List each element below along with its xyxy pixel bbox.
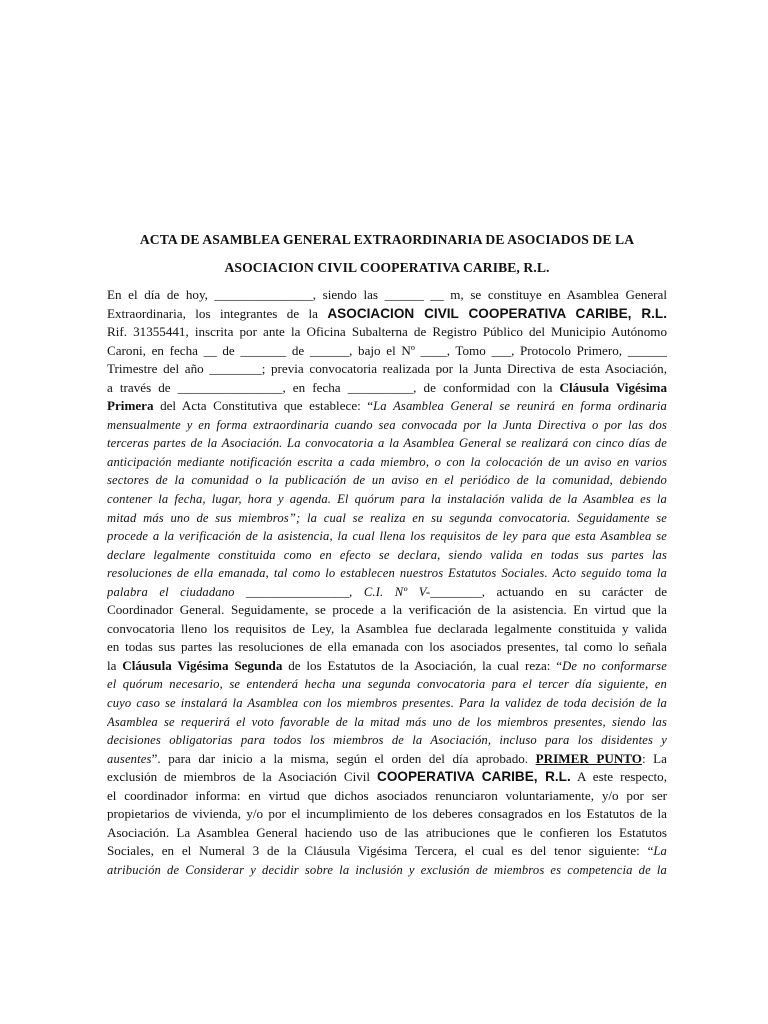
text-run: anticipación mediante notificación escrita a cada miembro, o con la colocación de un aviso en varios: [107, 454, 667, 469]
text-run: Primera: [107, 398, 154, 414]
paragraph-line: [107, 360, 667, 379]
paragraph-line: [107, 397, 667, 416]
text-run: Rif. 31355441, inscrita por ante la Oficina Subalterna de Registro Público del Municipio Autónomo: [107, 324, 667, 340]
text-run: convocatoria lleno los requisitos de Ley, la Asamblea fue declarada legalmente constituida y valida: [107, 620, 667, 636]
text-run: ausentes: [107, 751, 152, 766]
text-run: Coordinador General. Seguidamente, se procede a la verificación de la asistencia. En virtud que la: [107, 602, 667, 618]
text-run: terceras partes de la Asociación. La convocatoria a la Asamblea General se realizará con cinco días de: [107, 436, 667, 451]
document-title-line-1: ACTA DE ASAMBLEA GENERAL EXTRAORDINARIA DE ASOCIADOS DE LA: [139, 232, 635, 247]
text-run: de los Estatutos de la Asociación, la cual reza: “: [282, 657, 563, 673]
paragraph-line: [107, 509, 667, 528]
paragraph-line: [107, 305, 667, 324]
text-run: palabra el ciudadano ________________, C.I. Nº V-________,: [107, 584, 486, 599]
text-run: actuando en su carácter de: [485, 583, 667, 599]
text-run: En el día de hoy, _______________, siendo las ______ __ m, se constituye en Asamblea General: [107, 287, 667, 302]
paragraph-line: [107, 861, 667, 880]
text-run: : La: [641, 750, 667, 766]
text-run: atribución de Considerar y decidir sobre la inclusión y exclusión de miembros es competencia de la: [107, 862, 667, 877]
text-run: Asociación. La Asamblea General haciendo uso de las atribuciones que le confieren los Estatutos: [107, 824, 667, 840]
text-run: Sociales, en el Numeral 3 de la Cláusula Vigésima Tercera, el cual es del tenor siguiente: “: [107, 843, 654, 859]
text-run: La: [653, 844, 667, 859]
paragraph-line: [107, 805, 667, 824]
text-run: mensualmente y en forma extraordinaria cuando sea convocada por la Junta Directiva o por las dos: [107, 417, 667, 432]
paragraph-line: [107, 379, 667, 398]
paragraph-line: [107, 787, 667, 806]
text-run: Caroni, en fecha __ de _______ de ______, bajo el Nº ____, Tomo ___, Protocolo Primero, ______: [107, 342, 667, 358]
paragraph-line: [107, 323, 667, 342]
text-run: del Acta Constitutiva que establece: “: [153, 398, 374, 414]
paragraph-line: [107, 842, 667, 861]
paragraph-line: [107, 471, 667, 490]
text-run: La Asamblea General se reunirá en forma ordinaria: [373, 399, 667, 414]
text-run: sectores de la comunidad o la publicación de un aviso en el periódico de la comunidad, debiendo: [107, 473, 667, 488]
paragraph-line: [107, 694, 667, 713]
paragraph-line: [107, 527, 667, 546]
text-run: cuyo caso se instalará la Asamblea con los miembros presentes. Para la validez de toda decisión de la: [107, 696, 667, 711]
paragraph-line: [107, 286, 667, 305]
text-run: propietarios de vivienda, y/o por el incumplimiento de los deberes consagrados en los Estatutos de la: [107, 806, 667, 822]
text-run: ”. para dar inicio a la misma, según el orden del día aprobado.: [151, 750, 536, 766]
document-body: [107, 286, 667, 880]
text-run: contener la fecha, lugar, hora y agenda. El quórum para la instalación valida de la Asamblea es la: [107, 492, 667, 507]
paragraph-line: [107, 675, 667, 694]
paragraph-line: [107, 342, 667, 361]
paragraph-line: [107, 657, 667, 676]
text-run: a través de ________________, en fecha __________, de conformidad con la: [107, 379, 560, 395]
text-run: en todas sus partes las resoluciones de ella emanada con los asociados presentes, tal como lo señala: [107, 639, 667, 655]
text-run: exclusión de miembros de la Asociación Civil: [107, 769, 378, 785]
paragraph-line: [107, 453, 667, 472]
paragraph-line: [107, 583, 667, 602]
text-run: De no conformarse: [562, 658, 667, 673]
text-run: ASOCIACION CIVIL COOPERATIVA CARIBE, R.L.: [327, 305, 667, 321]
text-run: Asamblea se requerirá el voto favorable de la mitad más uno de los miembros presentes, siendo las: [107, 714, 667, 729]
paragraph-line: [107, 713, 667, 732]
text-run: COOPERATIVA CARIBE, R.L.: [377, 769, 571, 785]
text-run: procede a la verificación de la asistencia, la cual llena los requisitos de ley para que esta Asamblea se: [107, 529, 667, 544]
text-run: Extraordinaria, los integrantes de la: [107, 305, 328, 321]
text-run: declare legalmente constituida como en efecto se declara, siendo valida en todas sus partes las: [107, 547, 667, 562]
paragraph-line: [107, 601, 667, 620]
paragraph-line: [107, 824, 667, 843]
paragraph-line: [107, 638, 667, 657]
paragraph-line: [107, 750, 667, 769]
paragraph-line: [107, 731, 667, 750]
text-run: A este respecto,: [570, 769, 667, 785]
text-run: Cláusula Vigésima Segunda: [122, 657, 283, 673]
text-run: Trimestre del año ________; previa convocatoria realizada por la Junta Directiva de esta Asociación,: [107, 361, 667, 377]
text-run: el quórum necesario, se entenderá hecha una segunda convocatoria para el tercer día siguiente, en: [107, 677, 667, 692]
paragraph-line: [107, 768, 667, 787]
text-run: el coordinador informa: en virtud que dichos asociados renunciaron voluntariamente, y/o por ser: [107, 787, 667, 803]
text-run: decisiones obligatorias para todos los miembros de la Asociación, incluso para los disidentes y: [107, 733, 667, 748]
text-run: la: [107, 657, 123, 673]
document-title-line-2: ASOCIACION CIVIL COOPERATIVA CARIBE, R.L.: [224, 260, 550, 275]
text-run: mitad más uno de sus miembros”; la cual se realiza en su segunda convocatoria. Seguidamente se: [107, 510, 667, 525]
paragraph-line: [107, 620, 667, 639]
text-run: Cláusula Vigésima: [559, 379, 667, 395]
paragraph-line: [107, 546, 667, 565]
paragraph-line: [107, 416, 667, 435]
paragraph-line: [107, 564, 667, 583]
text-run: resoluciones de ella emanada, tal como lo establecen nuestros Estatutos Sociales. Acto seguido toma la: [107, 566, 667, 581]
paragraph-line: [107, 434, 667, 453]
text-run: PRIMER PUNTO: [535, 750, 642, 766]
paragraph-line: [107, 490, 667, 509]
